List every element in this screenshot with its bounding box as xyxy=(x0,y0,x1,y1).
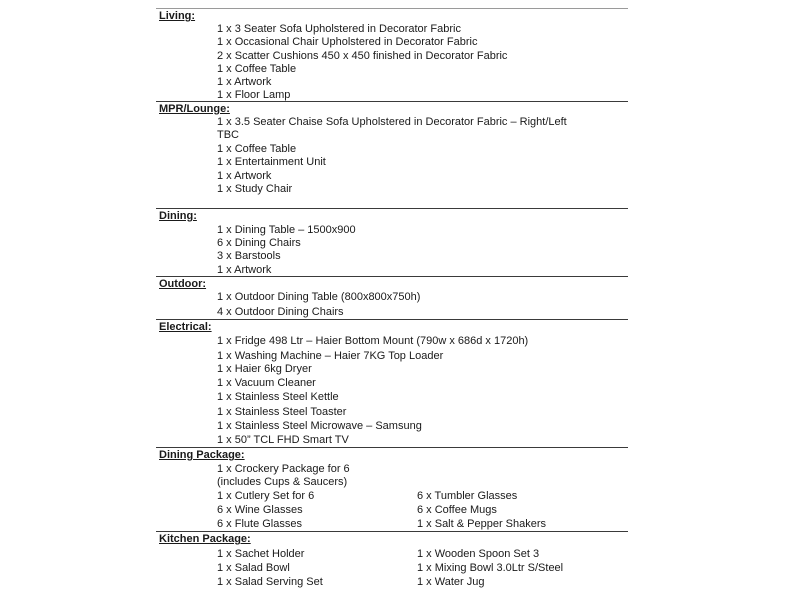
list-item: 1 x Salt & Pepper Shakers xyxy=(417,518,547,530)
list-item: 1 x 50” TCL FHD Smart TV xyxy=(217,434,349,446)
list-item: 6 x Flute Glasses xyxy=(217,518,302,530)
list-item: 1 x Vacuum Cleaner xyxy=(217,377,316,389)
section-divider xyxy=(156,447,628,448)
list-item: 1 x Artwork xyxy=(217,264,272,276)
section-divider xyxy=(156,208,628,209)
list-item: 1 x Entertainment Unit xyxy=(217,156,326,168)
list-item: 3 x Barstools xyxy=(217,250,281,262)
section-divider xyxy=(156,319,628,320)
list-item: 1 x Cutlery Set for 6 xyxy=(217,490,315,502)
list-item: 6 x Dining Chairs xyxy=(217,237,301,249)
list-item: 6 x Tumbler Glasses xyxy=(417,490,518,502)
heading-dining-package: Dining Package: xyxy=(159,449,245,461)
section-divider xyxy=(156,101,628,102)
list-item: 1 x Wooden Spoon Set 3 xyxy=(417,548,540,560)
list-item: (includes Cups & Saucers) xyxy=(217,476,348,488)
heading-kitchen-package: Kitchen Package: xyxy=(159,533,251,545)
list-item: 1 x Coffee Table xyxy=(217,63,297,75)
list-item: 1 x Stainless Steel Kettle xyxy=(217,391,339,403)
section-divider xyxy=(156,276,628,277)
heading-dining: Dining: xyxy=(159,210,197,222)
list-item: 6 x Wine Glasses xyxy=(217,504,303,516)
list-item: 1 x Outdoor Dining Table (800x800x750h) xyxy=(217,291,421,303)
list-item: 1 x Salad Bowl xyxy=(217,562,290,574)
list-item: 1 x Dining Table – 1500x900 xyxy=(217,224,356,236)
list-item: 1 x Floor Lamp xyxy=(217,89,291,101)
heading-outdoor: Outdoor: xyxy=(159,278,207,290)
list-item: 1 x Salad Serving Set xyxy=(217,576,323,588)
list-item: 1 x 3.5 Seater Chaise Sofa Upholstered in Decorator Fabric – Right/Left xyxy=(217,116,567,128)
list-item: 6 x Coffee Mugs xyxy=(417,504,497,516)
list-item: 1 x 3 Seater Sofa Upholstered in Decorator Fabric xyxy=(217,23,461,35)
list-item: 4 x Outdoor Dining Chairs xyxy=(217,306,344,318)
heading-living: Living: xyxy=(159,10,196,22)
list-item: 1 x Fridge 498 Ltr – Haier Bottom Mount (790w x 686d x 1720h) xyxy=(217,335,529,347)
list-item: 1 x Sachet Holder xyxy=(217,548,305,560)
heading-electrical: Electrical: xyxy=(159,321,212,333)
list-item: 1 x Stainless Steel Toaster xyxy=(217,406,347,418)
list-item: 1 x Crockery Package for 6 xyxy=(217,463,350,475)
list-item: 1 x Study Chair xyxy=(217,183,293,195)
list-item: 1 x Water Jug xyxy=(417,576,485,588)
list-item: 1 x Washing Machine – Haier 7KG Top Loader xyxy=(217,350,444,362)
section-divider xyxy=(156,531,628,532)
list-item: 2 x Scatter Cushions 450 x 450 finished in Decorator Fabric xyxy=(217,50,508,62)
heading-mpr-lounge: MPR/Lounge: xyxy=(159,103,230,115)
list-item: 1 x Coffee Table xyxy=(217,143,297,155)
list-item: 1 x Artwork xyxy=(217,170,272,182)
list-item: 1 x Mixing Bowl 3.0Ltr S/Steel xyxy=(417,562,564,574)
list-item: TBC xyxy=(217,129,239,141)
list-item: 1 x Occasional Chair Upholstered in Decorator Fabric xyxy=(217,36,478,48)
list-item: 1 x Haier 6kg Dryer xyxy=(217,363,312,375)
list-item: 1 x Artwork xyxy=(217,76,272,88)
list-item: 1 x Stainless Steel Microwave – Samsung xyxy=(217,420,422,432)
top-divider xyxy=(156,8,628,9)
